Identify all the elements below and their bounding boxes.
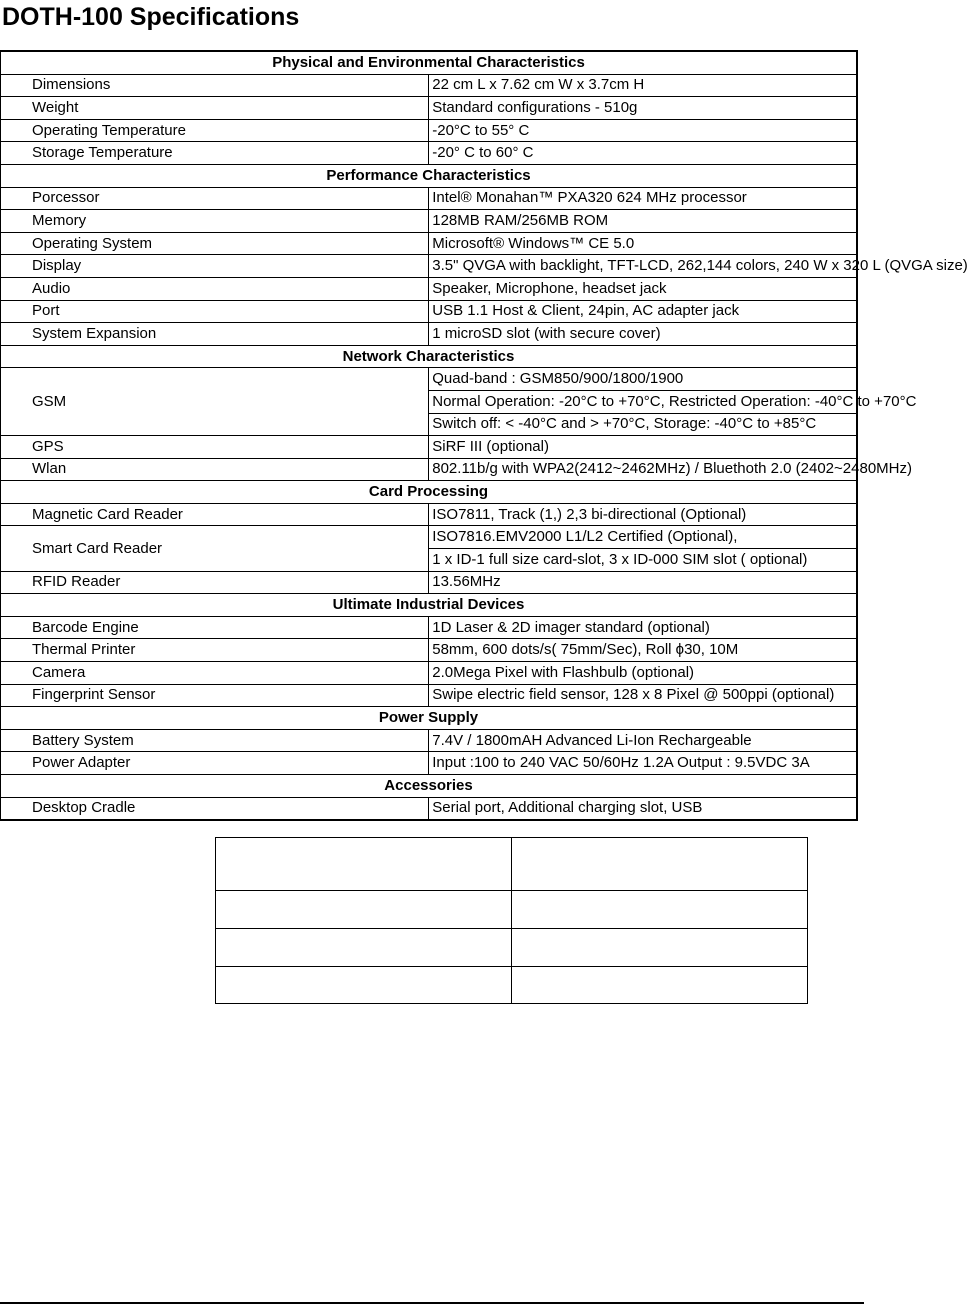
spec-value: 1D Laser & 2D imager standard (optional) (429, 616, 857, 639)
empty-cell (216, 967, 512, 1004)
spec-value: 1 x ID-1 full size card-slot, 3 x ID-000 SIM slot ( optional) (429, 549, 857, 572)
empty-cell (216, 838, 512, 891)
table-row (1, 187, 858, 210)
spec-value: USB 1.1 Host & Client, 24pin, AC adapter jack (429, 300, 857, 323)
table-row (1, 616, 858, 639)
section-header-row (1, 164, 858, 187)
spec-label: Battery System (1, 729, 429, 752)
spec-value: -20° C to 60° C (429, 142, 857, 165)
section-header-row (1, 594, 858, 617)
section-heading: Accessories (1, 775, 858, 798)
spec-label: Operating System (1, 232, 429, 255)
table-row (1, 368, 858, 391)
spec-label: System Expansion (1, 323, 429, 346)
spec-value: 13.56MHz (429, 571, 857, 594)
table-row (1, 503, 858, 526)
spec-value: Quad-band : GSM850/900/1800/1900 (429, 368, 857, 391)
spec-value: Standard configurations - 510g (429, 97, 857, 120)
spec-value: 58mm, 600 dots/s( 75mm/Sec), Roll ϕ30, 10M (429, 639, 857, 662)
spec-value: SiRF III (optional) (429, 436, 857, 459)
section-header-row (1, 775, 858, 798)
spec-value: 128MB RAM/256MB ROM (429, 210, 857, 233)
empty-cell (512, 929, 808, 967)
spec-label: RFID Reader (1, 571, 429, 594)
table-row (1, 210, 858, 233)
spec-value: Input :100 to 240 VAC 50/60Hz 1.2A Output : 9.5VDC 3A (429, 752, 857, 775)
spec-label: Weight (1, 97, 429, 120)
spec-value: 3.5" QVGA with backlight, TFT-LCD, 262,144 colors, 240 W x 320 L (QVGA size) (429, 255, 857, 278)
spec-value: Speaker, Microphone, headset jack (429, 277, 857, 300)
page-title: DOTH-100 Specifications (2, 3, 300, 31)
spec-label: Smart Card Reader (1, 526, 429, 571)
table-row (1, 797, 858, 820)
spec-label: Camera (1, 662, 429, 685)
spec-label: GSM (1, 368, 429, 436)
section-heading: Card Processing (1, 481, 858, 504)
spec-value: ISO7811, Track (1,) 2,3 bi-directional (Optional) (429, 503, 857, 526)
spec-label: Barcode Engine (1, 616, 429, 639)
spec-label: Thermal Printer (1, 639, 429, 662)
table-row (1, 684, 858, 707)
table-row (1, 232, 858, 255)
table-row (1, 526, 858, 549)
table-row (1, 752, 858, 775)
spec-value: 1 microSD slot (with secure cover) (429, 323, 857, 346)
spec-label: Power Adapter (1, 752, 429, 775)
spec-label: Display (1, 255, 429, 278)
table-row (1, 300, 858, 323)
empty-cell (512, 891, 808, 929)
empty-cell (512, 838, 808, 891)
bottom-rule (0, 1302, 864, 1304)
spec-value: -20°C to 55° C (429, 119, 857, 142)
table-row (1, 729, 858, 752)
spec-value: Microsoft® Windows™ CE 5.0 (429, 232, 857, 255)
table-row (1, 662, 858, 685)
spec-value: Swipe electric field sensor, 128 x 8 Pixel @ 500ppi (optional) (429, 684, 857, 707)
empty-row (216, 929, 808, 967)
table-row (1, 571, 858, 594)
spec-label: Operating Temperature (1, 119, 429, 142)
spec-value: Intel® Monahan™ PXA320 624 MHz processor (429, 187, 857, 210)
empty-table (215, 837, 808, 1004)
table-row (1, 277, 858, 300)
spec-label: Desktop Cradle (1, 797, 429, 820)
spec-value: Serial port, Additional charging slot, USB (429, 797, 857, 820)
spec-label: Magnetic Card Reader (1, 503, 429, 526)
empty-cell (216, 929, 512, 967)
spec-value: 22 cm L x 7.62 cm W x 3.7cm H (429, 74, 857, 97)
empty-row (216, 967, 808, 1004)
section-heading: Power Supply (1, 707, 858, 730)
spec-label: GPS (1, 436, 429, 459)
empty-row (216, 891, 808, 929)
empty-cell (512, 967, 808, 1004)
section-heading: Performance Characteristics (1, 164, 858, 187)
spec-value: Normal Operation: -20°C to +70°C, Restricted Operation: -40°C to +70°C (429, 390, 857, 413)
spec-value: 802.11b/g with WPA2(2412~2462MHz) / Bluethoth 2.0 (2402~2480MHz) (429, 458, 857, 481)
table-row (1, 142, 858, 165)
section-heading: Network Characteristics (1, 345, 858, 368)
spec-table (0, 50, 968, 821)
spec-label: Port (1, 300, 429, 323)
empty-cell (216, 891, 512, 929)
section-heading: Physical and Environmental Characteristics (1, 51, 858, 74)
table-row (1, 639, 858, 662)
spec-value: 2.0Mega Pixel with Flashbulb (optional) (429, 662, 857, 685)
spec-value: 7.4V / 1800mAH Advanced Li-Ion Rechargeable (429, 729, 857, 752)
spec-label: Memory (1, 210, 429, 233)
spec-value: ISO7816.EMV2000 L1/L2 Certified (Optional), (429, 526, 857, 549)
section-header-row (1, 345, 858, 368)
empty-row (216, 838, 808, 891)
section-heading: Ultimate Industrial Devices (1, 594, 858, 617)
spec-label: Storage Temperature (1, 142, 429, 165)
section-header-row (1, 481, 858, 504)
section-header-row (1, 51, 858, 74)
spec-value: Switch off: < -40°C and > +70°C, Storage: -40°C to +85°C (429, 413, 857, 436)
spec-label: Audio (1, 277, 429, 300)
spec-label: Fingerprint Sensor (1, 684, 429, 707)
table-row (1, 74, 858, 97)
table-row (1, 119, 858, 142)
table-row (1, 97, 858, 120)
table-row (1, 255, 858, 278)
spec-label: Wlan (1, 458, 429, 481)
table-row (1, 323, 858, 346)
section-header-row (1, 707, 858, 730)
spec-label: Dimensions (1, 74, 429, 97)
table-row (1, 436, 858, 459)
spec-label: Porcessor (1, 187, 429, 210)
table-row (1, 458, 858, 481)
